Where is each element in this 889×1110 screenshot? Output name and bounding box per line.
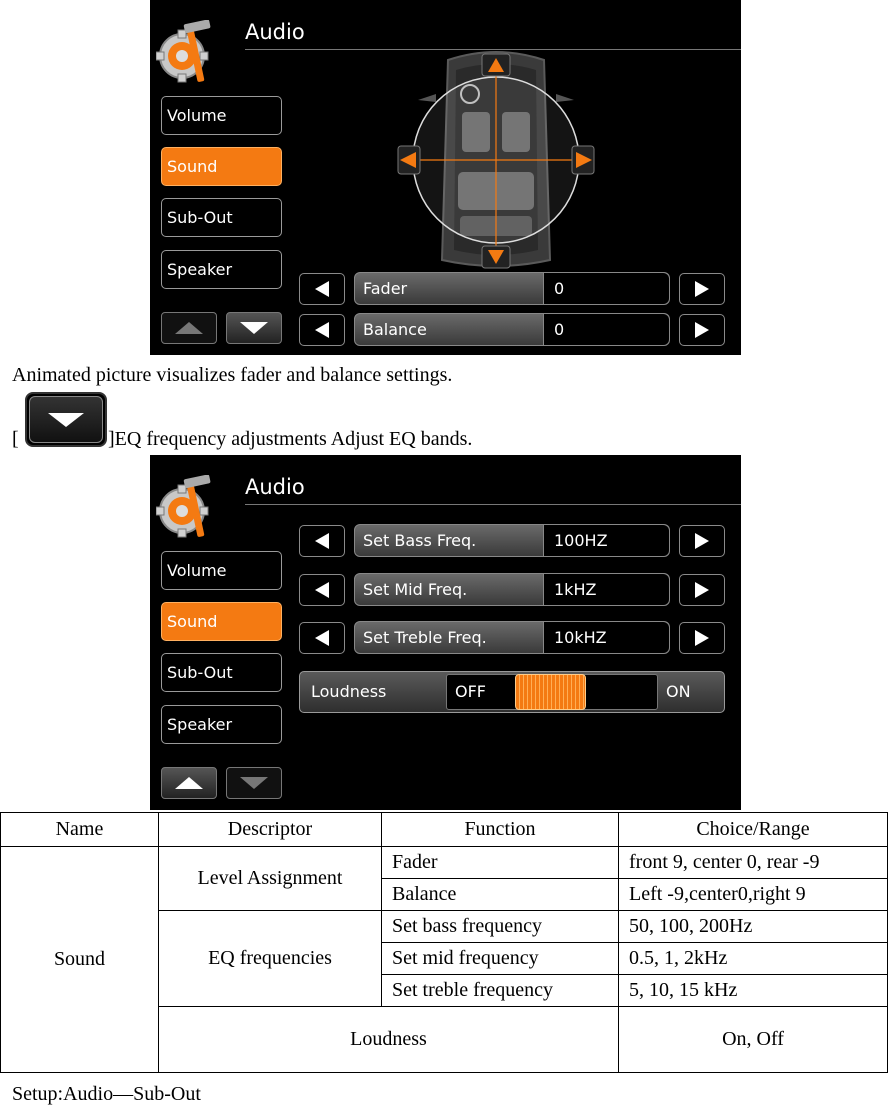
cell-function: Fader — [382, 847, 619, 879]
bass-increase-button[interactable] — [679, 525, 725, 557]
right-triangle-icon — [693, 280, 711, 298]
title-divider — [245, 504, 741, 505]
settings-gear-wrench-icon — [156, 20, 220, 88]
caption-eq: ]EQ frequency adjustments Adjust EQ bands. — [108, 428, 473, 450]
front-arrow-icon[interactable] — [482, 54, 510, 76]
fader-label: Fader — [363, 279, 408, 298]
bass-freq-slider[interactable] — [354, 524, 670, 557]
rear-arrow-icon[interactable] — [482, 246, 510, 268]
caption-fader-balance: Animated picture visualizes fader and balance settings. — [12, 364, 453, 386]
cell-function: Set mid frequency — [382, 943, 619, 975]
cell-loudness: Loudness — [159, 1007, 619, 1073]
menu-sub-out-button[interactable]: Sub-Out — [161, 653, 282, 692]
fader-slider[interactable] — [354, 272, 670, 305]
balance-value: 0 — [543, 314, 669, 345]
cell-name-sound: Sound — [1, 847, 159, 1073]
loudness-knob[interactable] — [515, 674, 586, 710]
fader-value: 0 — [543, 273, 669, 304]
balance-slider[interactable] — [354, 313, 670, 346]
mid-freq-value: 1kHZ — [543, 574, 669, 605]
loudness-off-label: OFF — [455, 682, 486, 701]
menu-volume-button[interactable]: Volume — [161, 551, 282, 590]
right-triangle-icon — [693, 532, 711, 550]
bass-freq-value: 100HZ — [543, 525, 669, 556]
right-triangle-icon — [693, 629, 711, 647]
cell-range: 5, 10, 15 kHz — [619, 975, 888, 1007]
menu-sub-out-button[interactable]: Sub-Out — [161, 198, 282, 237]
right-triangle-icon — [693, 321, 711, 339]
cell-eq-frequencies: EQ frequencies — [159, 911, 382, 1007]
mid-freq-label: Set Mid Freq. — [363, 580, 468, 599]
scroll-up-button[interactable] — [161, 312, 217, 344]
cell-range: 0.5, 1, 2kHz — [619, 943, 888, 975]
menu-volume-button[interactable]: Volume — [161, 96, 282, 135]
screen-title: Audio — [245, 20, 305, 44]
left-triangle-icon — [313, 532, 331, 550]
cell-range: Left -9,center0,right 9 — [619, 879, 888, 911]
left-triangle-icon — [313, 629, 331, 647]
up-arrow-icon — [174, 321, 204, 335]
menu-sound-button[interactable]: Sound — [161, 147, 282, 186]
balance-increase-button[interactable] — [679, 314, 725, 346]
bass-decrease-button[interactable] — [299, 525, 345, 557]
left-triangle-icon — [313, 581, 331, 599]
treble-freq-value: 10kHZ — [543, 622, 669, 653]
treble-decrease-button[interactable] — [299, 622, 345, 654]
down-arrow-icon — [239, 321, 269, 335]
cell-level-assignment: Level Assignment — [159, 847, 382, 911]
audio-screen-eq — [150, 455, 741, 810]
cell-function: Balance — [382, 879, 619, 911]
left-arrow-icon[interactable] — [398, 146, 420, 174]
settings-gear-wrench-icon — [156, 475, 220, 543]
down-arrow-icon — [46, 411, 86, 429]
treble-freq-label: Set Treble Freq. — [363, 628, 487, 647]
menu-sound-button[interactable]: Sound — [161, 602, 282, 641]
treble-freq-slider[interactable] — [354, 621, 670, 654]
car-fader-balance-visual[interactable] — [390, 50, 602, 270]
fader-increase-button[interactable] — [679, 273, 725, 305]
cell-function: Set treble frequency — [382, 975, 619, 1007]
mid-increase-button[interactable] — [679, 574, 725, 606]
audio-screen-fader-balance — [150, 0, 741, 355]
header-choice-range: Choice/Range — [619, 813, 888, 847]
mid-decrease-button[interactable] — [299, 574, 345, 606]
right-triangle-icon — [693, 581, 711, 599]
scroll-down-button[interactable] — [226, 312, 282, 344]
cell-function: Set bass frequency — [382, 911, 619, 943]
menu-speaker-button[interactable]: Speaker — [161, 250, 282, 289]
mid-freq-slider[interactable] — [354, 573, 670, 606]
header-function: Function — [382, 813, 619, 847]
header-name: Name — [1, 813, 159, 847]
sound-settings-table — [0, 812, 888, 1073]
menu-speaker-button[interactable]: Speaker — [161, 705, 282, 744]
loudness-on-label: ON — [666, 682, 691, 701]
loudness-track[interactable] — [446, 674, 658, 710]
cell-range: 50, 100, 200Hz — [619, 911, 888, 943]
treble-increase-button[interactable] — [679, 622, 725, 654]
cell-loudness-range: On, Off — [619, 1007, 888, 1073]
header-descriptor: Descriptor — [159, 813, 382, 847]
caption-bracket-open: [ — [12, 428, 19, 450]
cell-range: front 9, center 0, rear -9 — [619, 847, 888, 879]
balance-label: Balance — [363, 320, 427, 339]
footer-setup-path: Setup:Audio—Sub-Out — [12, 1083, 201, 1105]
right-arrow-icon[interactable] — [572, 146, 594, 174]
scroll-up-button[interactable] — [161, 767, 217, 799]
loudness-toggle[interactable] — [299, 671, 725, 713]
balance-decrease-button[interactable] — [299, 314, 345, 346]
scroll-down-button[interactable] — [226, 767, 282, 799]
up-arrow-icon — [174, 776, 204, 790]
left-triangle-icon — [313, 280, 331, 298]
left-triangle-icon — [313, 321, 331, 339]
screen-title: Audio — [245, 475, 305, 499]
bass-freq-label: Set Bass Freq. — [363, 531, 477, 550]
eq-down-button-image — [25, 392, 107, 447]
loudness-label: Loudness — [311, 682, 387, 701]
fader-decrease-button[interactable] — [299, 273, 345, 305]
down-arrow-icon — [239, 776, 269, 790]
